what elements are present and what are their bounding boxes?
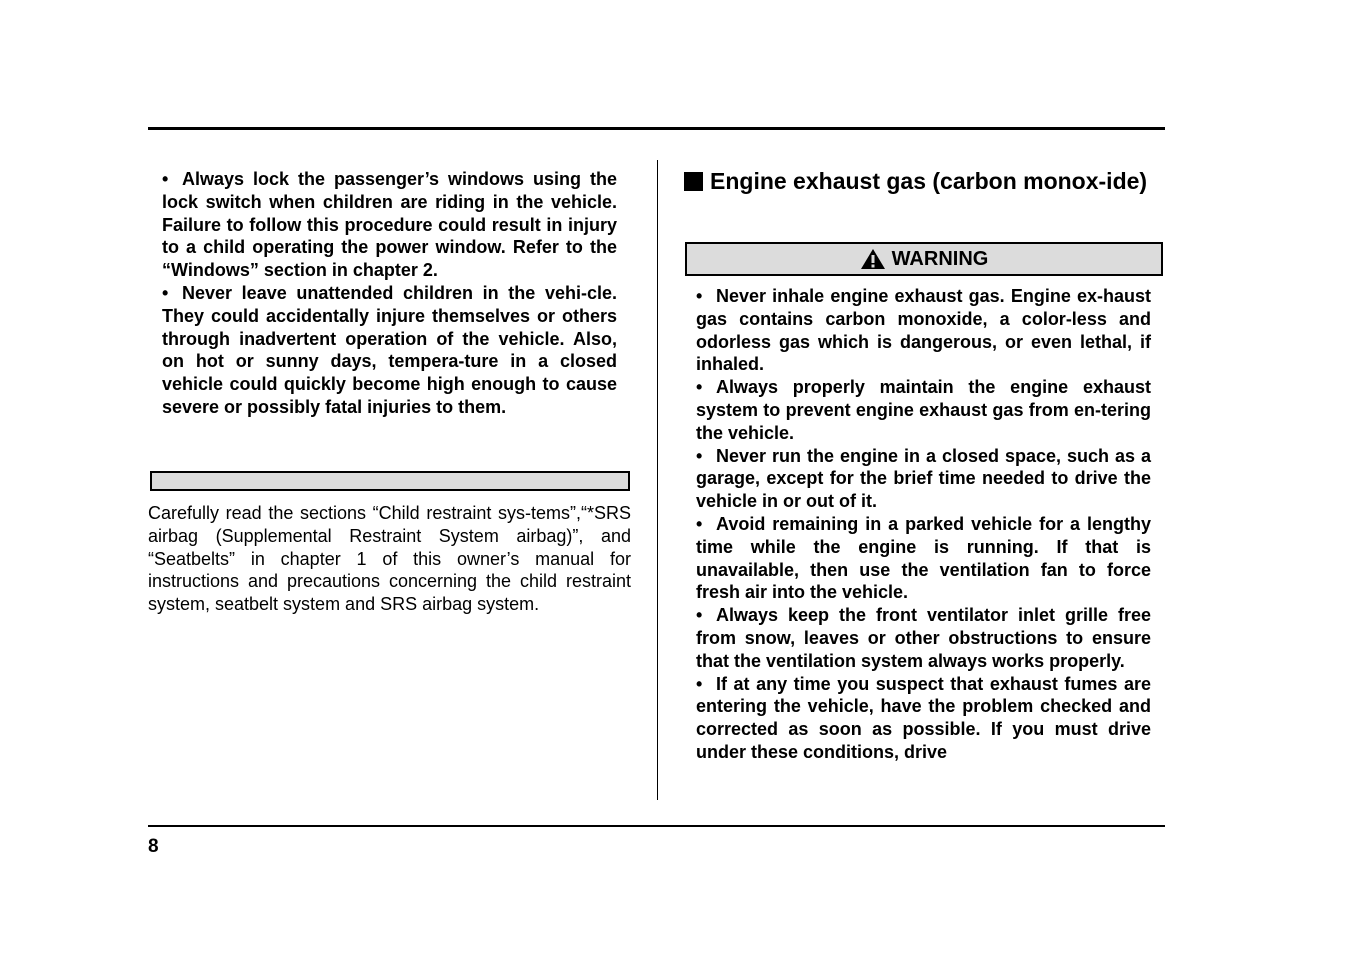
warning-item-text: If at any time you suspect that exhaust fumes are entering the vehicle, have the problem checked and corrected as soon as possible. If you must drive under these conditions, drive	[696, 673, 1151, 762]
bullet-icon: •	[162, 169, 169, 189]
child-safety-warning-list	[162, 168, 617, 419]
warning-banner	[685, 242, 1163, 276]
list-item	[696, 376, 1151, 444]
section-heading	[684, 168, 1154, 195]
warning-box-end-bar	[150, 471, 630, 491]
list-item	[162, 168, 617, 282]
list-item	[162, 282, 617, 419]
column-divider	[657, 160, 658, 800]
list-item	[696, 673, 1151, 764]
list-item	[696, 604, 1151, 672]
section-title: Engine exhaust gas (carbon monox-ide)	[710, 168, 1148, 194]
warning-item-text: Never run the engine in a closed space, such as a garage, except for the brief time needed to drive the vehicle in or out of it.	[696, 445, 1151, 512]
list-item	[696, 513, 1151, 604]
top-rule	[148, 127, 1165, 130]
bottom-rule	[148, 825, 1165, 827]
page-number: 8	[148, 836, 159, 857]
warning-item-text: Never inhale engine exhaust gas. Engine ex-haust gas contains carbon monoxide, a color-less and odorless gas which is dangerous, or even lethal, if inhaled.	[696, 286, 1151, 375]
warning-item-text: Always lock the passenger’s windows using the lock switch when children are riding in the vehicle. Failure to follow this procedure could result in injury to a child operating the power window. Refer to the “Windows” section in chapter 2.	[162, 169, 617, 281]
bullet-icon: •	[696, 377, 703, 398]
warning-label: WARNING	[891, 248, 989, 270]
warning-triangle-icon	[860, 248, 886, 270]
square-bullet-icon	[684, 172, 703, 191]
exhaust-warning-list	[696, 285, 1151, 764]
bullet-icon: •	[696, 673, 703, 694]
bullet-icon: •	[696, 445, 703, 466]
bullet-icon: •	[696, 513, 703, 534]
bullet-icon: •	[696, 605, 703, 626]
warning-item-text: Avoid remaining in a parked vehicle for a lengthy time while the engine is running. If that is unavailable, then use the ventilation fan to force fresh air into the vehicle.	[696, 513, 1151, 603]
restraint-note-paragraph: Carefully read the sections “Child restraint sys-tems”,“*SRS airbag (Supplemental Restraint System airbag)”, and “Seatbelts” in chapter 1 of this owner’s manual for instructions and precautions concerning the child restraint system, seatbelt system and SRS airbag system.	[148, 503, 631, 615]
list-item	[696, 285, 1151, 376]
warning-item-text: Never leave unattended children in the vehi-cle. They could accidentally injure themselves or others through inadvertent operation of the vehicle. Also, on hot or sunny days, tempera-ture in a closed vehicle could quickly become high enough to cause severe or possibly fatal injuries to them.	[162, 282, 617, 417]
warning-item-text: Always keep the front ventilator inlet grille free from snow, leaves or other obstructions to ensure that the ventilation system always works properly.	[696, 605, 1151, 671]
bullet-icon: •	[162, 282, 169, 303]
bullet-icon: •	[696, 286, 703, 306]
list-item	[696, 445, 1151, 513]
warning-item-text: Always properly maintain the engine exhaust system to prevent engine exhaust gas from en-tering the vehicle.	[696, 377, 1151, 443]
